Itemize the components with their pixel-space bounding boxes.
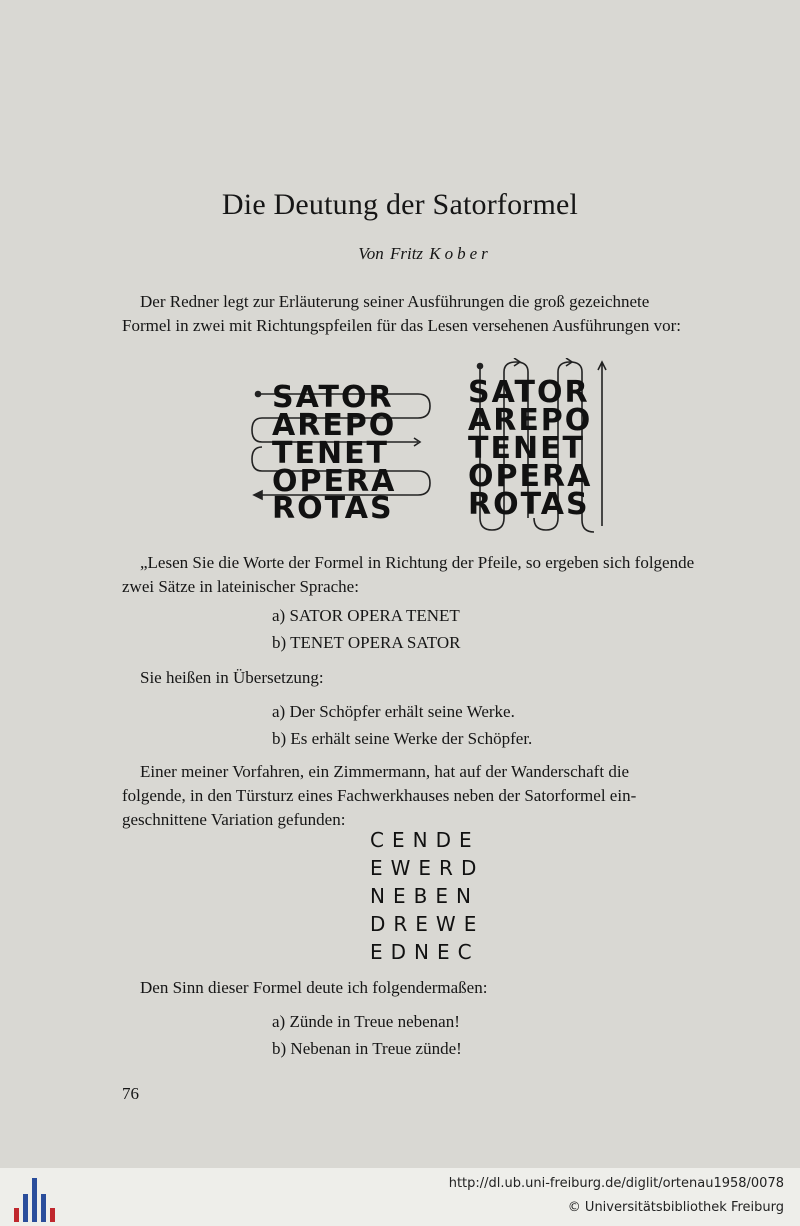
story-line-3: geschnittene Variation gefunden:: [122, 810, 346, 829]
library-logo-icon: [14, 1178, 54, 1222]
story-line-1: Einer meiner Vorfahren, ein Zimmermann, hat auf der Wanderschaft die: [140, 762, 630, 781]
intro-paragraph: [122, 290, 734, 338]
variation-letter-grid: [370, 826, 484, 966]
square1-word-1: SATOR: [272, 380, 394, 415]
square1-word-2: AREPO: [272, 408, 397, 443]
square2-word-5: ROTAS: [468, 487, 590, 522]
square2-word-2: AREPO: [468, 403, 593, 438]
sator-square-vertical-figure: [462, 358, 612, 540]
meaning-b: b) Nebenan in Treue zünde!: [272, 1039, 462, 1058]
square2-word-1: SATOR: [468, 375, 590, 410]
square1-word-4: OPERA: [272, 464, 397, 499]
square1-word-5: ROTAS: [272, 491, 394, 522]
source-url-link[interactable]: http://dl.ub.uni-freiburg.de/diglit/ortenau1958/0078: [448, 1176, 784, 1191]
translation-a: a) Der Schöpfer erhält seine Werke.: [272, 702, 515, 721]
copyright-notice: © Universitätsbibliothek Freiburg: [567, 1200, 784, 1215]
library-footer: [0, 1168, 800, 1226]
story-line-2: folgende, in den Türsturz eines Fachwerkhauses neben der Satorformel ein-: [122, 786, 637, 805]
page-title: Die Deutung der Satorformel: [221, 188, 579, 221]
author-name: Kober: [429, 244, 492, 263]
variation-row-2: EWERD: [370, 856, 485, 880]
square2-word-4: OPERA: [468, 459, 593, 494]
translation-b: b) Es erhält seine Werke der Schöpfer.: [272, 729, 533, 748]
intro-line-1: Der Redner legt zur Erläuterung seiner Ausführungen die groß gezeichnete: [140, 292, 650, 311]
meaning-intro: Den Sinn dieser Formel deute ich folgendermaßen:: [140, 978, 488, 997]
quote-line-1: „Lesen Sie die Worte der Formel in Richtung der Pfeile, so ergeben sich folgende: [140, 553, 695, 572]
intro-line-2: Formel in zwei mit Richtungspfeilen für das Lesen versehenen Ausführungen vor:: [122, 316, 681, 335]
translation-intro: Sie heißen in Übersetzung:: [140, 668, 324, 687]
page-number: 76: [122, 1084, 139, 1103]
variation-row-3: NEBEN: [370, 884, 479, 908]
variation-row-4: DREWE: [370, 912, 485, 936]
square1-word-3: TENET: [272, 436, 390, 471]
story-paragraph: [122, 760, 734, 832]
latin-sentence-b: b) TENET OPERA SATOR: [272, 633, 461, 652]
meaning-a: a) Zünde in Treue nebenan!: [272, 1012, 460, 1031]
sator-square-horizontal-figure: [248, 372, 438, 522]
latin-sentence-a: a) SATOR OPERA TENET: [272, 606, 460, 625]
byline: [0, 244, 800, 264]
byline-prefix: Von Fritz: [358, 244, 424, 263]
quote-line-2: zwei Sätze in lateinischer Sprache:: [122, 577, 359, 596]
square2-word-3: TENET: [468, 431, 586, 466]
variation-row-1: CENDE: [370, 828, 480, 852]
variation-row-5: EDNEC: [370, 940, 480, 964]
quote-paragraph: [122, 551, 734, 599]
